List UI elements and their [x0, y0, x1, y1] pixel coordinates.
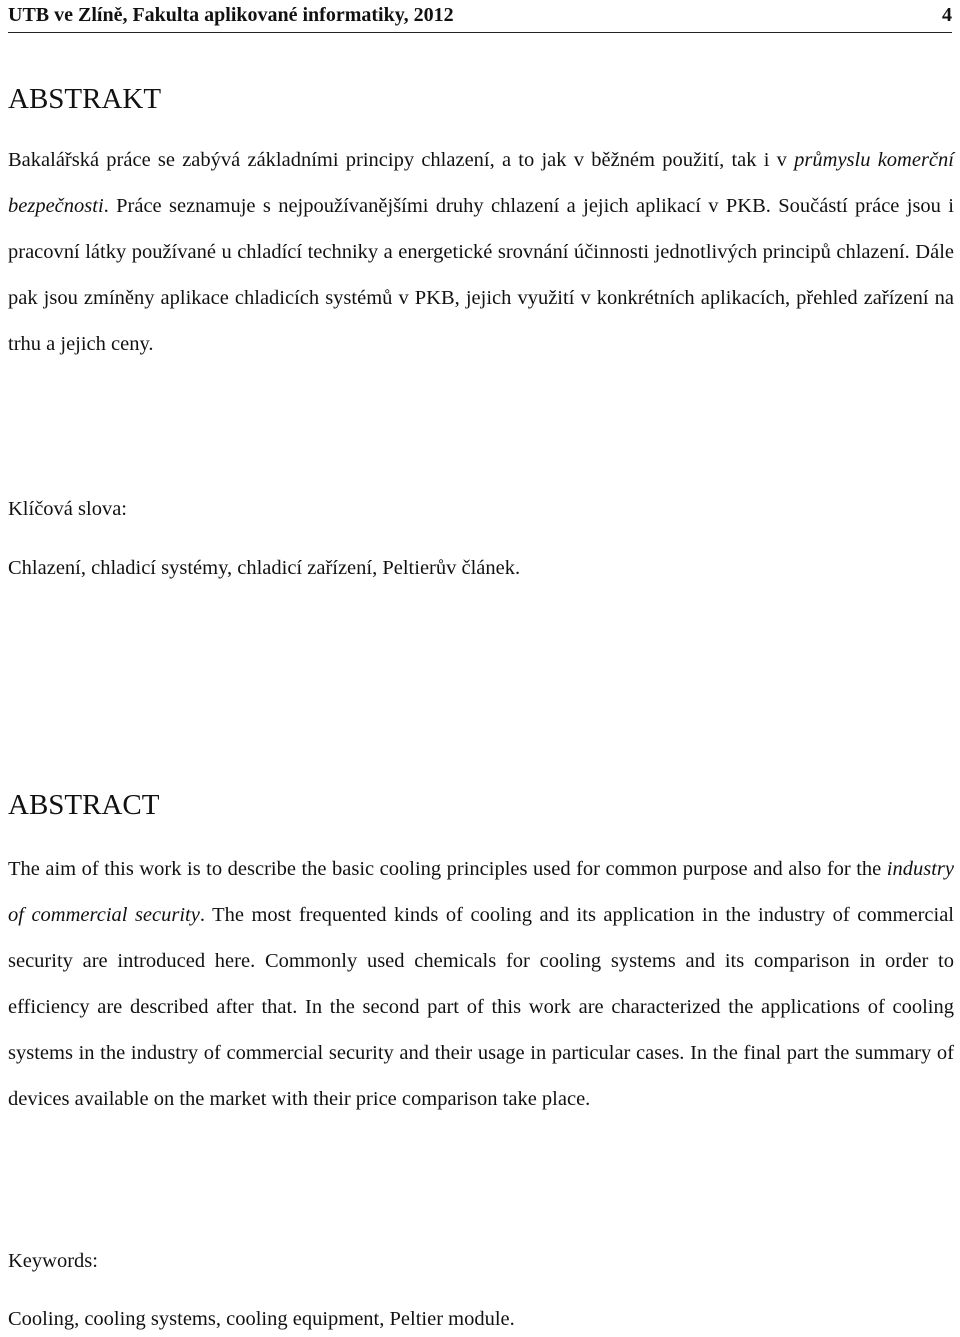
czech-abstract-paragraph [8, 137, 954, 367]
english-abstract-italic: industry of commercial security [8, 858, 954, 926]
english-abstract-paragraph [8, 846, 954, 1122]
czech-keywords-label: Klíčová slova: [8, 498, 127, 520]
czech-abstract-text-1: Bakalářská práce se zabývá základními principy chlazení, a to jak v běžném použití, tak i v [8, 149, 795, 171]
english-abstract-text-1: The aim of this work is to describe the basic cooling principles used for common purpose and also for the [8, 858, 887, 880]
czech-abstract-title: ABSTRAKT [8, 83, 162, 115]
page-header [8, 2, 952, 33]
english-keywords: Cooling, cooling systems, cooling equipment, Peltier module. [8, 1308, 515, 1330]
english-abstract-title: ABSTRACT [8, 789, 160, 821]
czech-abstract-italic: průmyslu komerční bezpečnosti [8, 149, 954, 217]
header-title: UTB ve Zlíně, Fakulta aplikované informatiky, 2012 [8, 4, 454, 26]
czech-abstract-text-2: . Práce seznamuje s nejpoužívanějšími druhy chlazení a jejich aplikací v PKB. Součástí práce jsou i pracovní látky používané u chladící techniky a energetické srovnání účinnosti jednotlivých principů chlazení. Dále pak jsou zmíněny aplikace chladicích systémů v PKB, jejich využití v konkrétních aplikacích, přehled zařízení na trhu a jejich ceny. [8, 195, 954, 355]
english-keywords-label: Keywords: [8, 1250, 98, 1272]
english-abstract-text-2: . The most frequented kinds of cooling and its application in the industry of commercial security are introduced here. Commonly used chemicals for cooling systems and its comparison in order to efficiency are described after that. In the second part of this work are characterized the applications of cooling systems in the industry of commercial security and their usage in particular cases. In the final part the summary of devices available on the market with their price comparison take place. [8, 904, 954, 1110]
page-number: 4 [942, 4, 952, 26]
czech-keywords: Chlazení, chladicí systémy, chladicí zařízení, Peltierův článek. [8, 557, 521, 579]
